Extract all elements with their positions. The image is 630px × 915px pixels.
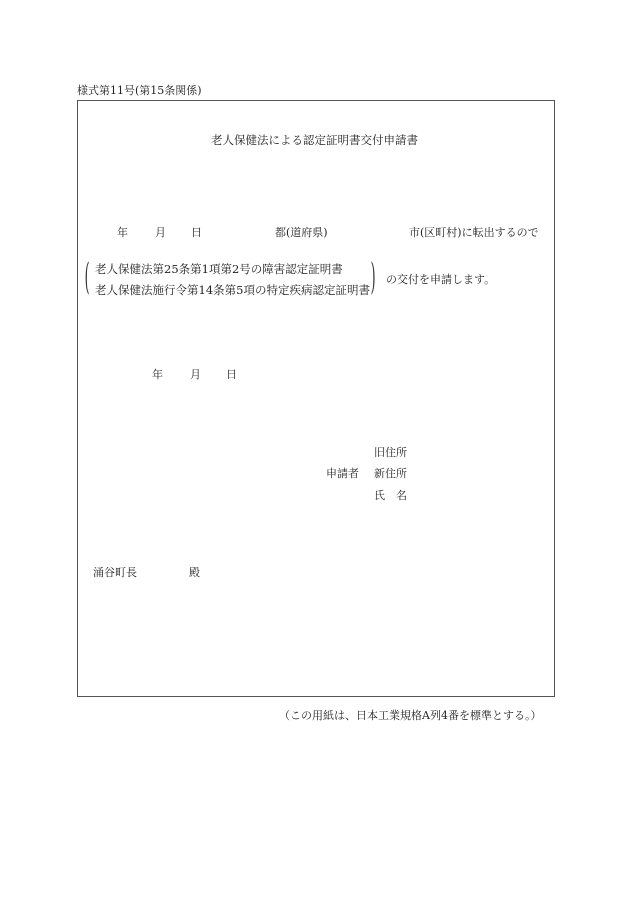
left-bracket: ( — [84, 257, 90, 298]
addressee-honorific: 殿 — [189, 566, 200, 579]
apply-year-label: 年 — [152, 368, 163, 381]
applicant-label: 申請者 — [326, 467, 359, 480]
city-move-out-text: 市(区町村)に転出するので — [409, 226, 539, 239]
certificate-option-2: 老人保健法施行令第14条第5項の特定疾病認定証明書 — [95, 283, 370, 297]
request-text: の交付を申請します。 — [386, 273, 496, 286]
new-address-label: 新住所 — [374, 467, 407, 480]
move-day-label: 日 — [191, 226, 202, 239]
document-title: 老人保健法による認定証明書交付申請書 — [211, 133, 418, 147]
addressee-name: 涌谷町長 — [93, 566, 137, 579]
name-label: 氏 名 — [374, 489, 407, 502]
move-year-label: 年 — [117, 226, 128, 239]
apply-month-label: 月 — [190, 368, 201, 381]
apply-day-label: 日 — [226, 368, 237, 381]
prefecture-label: 都(道府県) — [275, 226, 328, 239]
paper-size-note: （この用紙は、日本工業規格A列4番を標準とする。） — [279, 709, 542, 722]
move-month-label: 月 — [155, 226, 166, 239]
form-border — [77, 100, 555, 697]
right-bracket: ) — [370, 257, 376, 298]
form-number: 様式第11号(第15条関係) — [77, 84, 202, 97]
old-address-label: 旧住所 — [374, 446, 407, 459]
certificate-option-1: 老人保健法第25条第1項第2号の障害認定証明書 — [95, 262, 343, 276]
